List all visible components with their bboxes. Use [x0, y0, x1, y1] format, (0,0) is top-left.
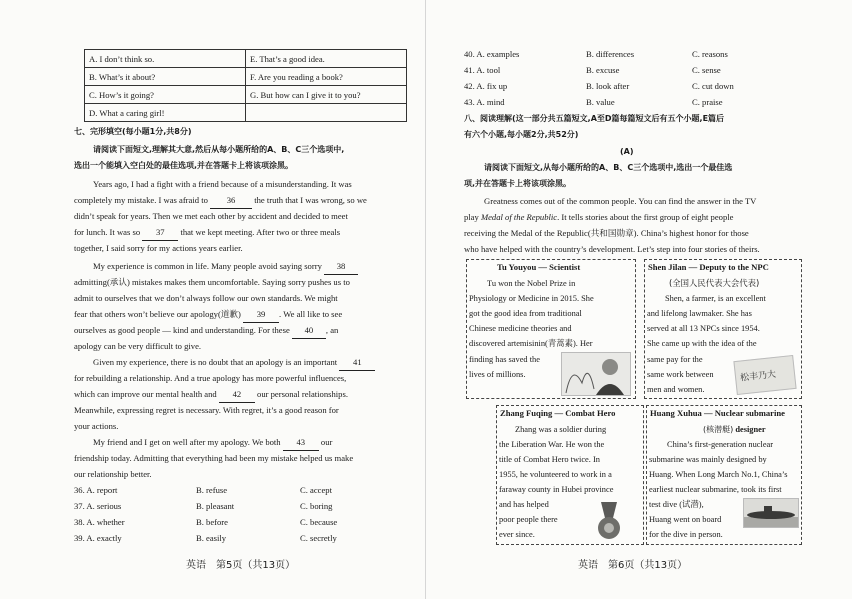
- p1-line2: completely my mistake. I was afraid to 36 the truth that I was wrong, so we: [74, 192, 367, 209]
- choice-41-c: C. sense: [692, 65, 721, 75]
- option-d: D. What a caring girl!: [85, 104, 246, 122]
- p2-line6: apology can be very difficult to give.: [74, 341, 202, 351]
- card-line: title of Combat Hero twice. In: [499, 455, 600, 464]
- blank-43: 43: [283, 434, 319, 451]
- card-line: finding has saved the: [469, 355, 540, 364]
- passage-a-instructions-2: 项,并在答题卡上将该项涂黑。: [464, 179, 572, 188]
- card-line: same work between: [647, 370, 714, 379]
- p2-line4: fear that others won’t believe our apology(道歉) 39 . We all like to see: [74, 306, 342, 323]
- choice-37-a: 37. A. serious: [74, 501, 122, 511]
- choice-40-c: C. reasons: [692, 49, 728, 59]
- p1-line4: for lunch. It was so 37 that we kept meeting. After two or three meals: [74, 224, 340, 241]
- tv-play-title: Medal of the Republic: [480, 212, 558, 222]
- option-c: C. How’s it going?: [85, 86, 246, 104]
- portrait-photo: [561, 352, 631, 396]
- choice-36-c: C. accept: [300, 485, 332, 495]
- card-line: Shen, a farmer, is an excellent: [665, 294, 766, 303]
- card-line: discovered artemisinin(青蒿素). Her: [469, 339, 593, 348]
- card-line: She came up with the idea of the: [647, 339, 757, 348]
- section7-title: 七、完形填空(每小题1分,共8分): [74, 127, 192, 136]
- card-line: China’s first-generation nuclear: [667, 440, 774, 449]
- choice-36-a: 36. A. report: [74, 485, 118, 495]
- choice-42-b: B. look after: [586, 81, 630, 91]
- passage-a-label: (A): [620, 147, 634, 156]
- p1-line3: didn’t speak for years. Then we met each other by accident and decided to meet: [74, 211, 348, 221]
- choice-42-c: C. cut down: [692, 81, 734, 91]
- right-page-6: [426, 0, 852, 599]
- calligraphy-text: 松丰乃大: [739, 369, 777, 384]
- card-title: Tu Youyou — Scientist: [497, 262, 581, 272]
- card-subtitle: (全国人民代表大会代表): [669, 278, 760, 288]
- card-line: poor people there: [499, 515, 558, 524]
- card-line: test dive (试潜),: [649, 500, 704, 509]
- card-line: faraway county in Hubei province: [499, 485, 614, 494]
- p1-line5: together, I said sorry for my actions years earlier.: [74, 243, 243, 253]
- option-a: A. I don’t think so.: [85, 50, 246, 68]
- options-table: [84, 49, 407, 122]
- section7-instructions-1: 请阅读下面短文,理解其大意,然后从每小题所给的A、B、C三个选项中,: [93, 145, 345, 154]
- card-line: submarine was mainly designed by: [649, 455, 767, 464]
- card-line: 1955, he volunteered to work in a: [499, 470, 612, 479]
- card-line: earliest nuclear submarine, took its first: [649, 485, 782, 494]
- option-f: F. Are you reading a book?: [246, 68, 407, 86]
- card-line: Huang. When Long March No.1, China’s: [649, 470, 788, 479]
- portrait-illustration: [562, 353, 630, 395]
- card-zhang-fuqing: [496, 405, 644, 545]
- choice-38-b: B. before: [196, 517, 228, 527]
- choice-37-c: C. boring: [300, 501, 333, 511]
- choice-43-a: 43. A. mind: [464, 97, 505, 107]
- card-line: and has helped: [499, 500, 549, 509]
- options-row: [85, 50, 407, 68]
- submarine-icon: [744, 499, 798, 527]
- card-line: got the good idea from traditional: [469, 309, 582, 318]
- p4-line2: friendship today. Admitting that everything had been my mistake helped us make: [74, 453, 354, 463]
- p2-line2: admitting(承认) mistakes makes them uncomfortable. Saying sorry pushes us to: [74, 277, 350, 287]
- card-line: Huang went on board: [649, 515, 722, 524]
- options-row: [85, 86, 407, 104]
- submarine-photo: [743, 498, 799, 528]
- intro-line3: receiving the Medal of the Republic(共和国勋章). China’s highest honor for those: [464, 228, 749, 238]
- card-line: Zhang was a soldier during: [515, 425, 607, 434]
- card-shen-jilan: [644, 259, 802, 399]
- choice-36-b: B. refuse: [196, 485, 228, 495]
- section8-title-2: 有六个小题,每小题2分,共52分): [464, 130, 579, 139]
- options-row: [85, 104, 407, 122]
- blank-40: 40: [292, 322, 326, 339]
- choice-39-a: 39. A. exactly: [74, 533, 122, 543]
- card-line: Tu won the Nobel Prize in: [487, 279, 576, 288]
- card-line: and lifelong lawmaker. She has: [647, 309, 752, 318]
- card-tu-youyou: [466, 259, 636, 399]
- intro-line4: who have helped with the country’s development. Let’s step into four stories of theirs.: [464, 244, 760, 254]
- card-line: for the dive in person.: [649, 530, 723, 539]
- choice-37-b: B. pleasant: [196, 501, 235, 511]
- card-line: Chinese medicine theories and: [469, 324, 572, 333]
- card-line: men and women.: [647, 385, 705, 394]
- p3-line2: for rebuilding a relationship. And a true apology has more powerful influences,: [74, 373, 347, 383]
- p4-line3: our relationship better.: [74, 469, 152, 479]
- section7-instructions-2: 选出一个能填入空白处的最佳选项,并在答题卡上将该项涂黑。: [74, 161, 294, 170]
- choice-40-a: 40. A. examples: [464, 49, 520, 59]
- p3-line1: Given my experience, there is no doubt that an apology is an important 41: [93, 354, 375, 371]
- option-e: E. That’s a good idea.: [246, 50, 407, 68]
- option-empty: [246, 104, 407, 122]
- card-line: served at all 13 NPCs since 1954.: [647, 324, 760, 333]
- p1-line1: Years ago, I had a fight with a friend because of a misunderstanding. It was: [93, 179, 352, 189]
- card-title-line2: (核潜艇) designer: [703, 425, 766, 434]
- card-line: ever since.: [499, 530, 535, 539]
- page-footer-5: 英语 第5页（共13页）: [186, 560, 296, 571]
- option-b: B. What’s it about?: [85, 68, 246, 86]
- p3-line3: which can improve our mental health and 42 our personal relationships.: [74, 386, 348, 403]
- section8-title-1: 八、阅读理解(这一部分共五篇短文,A至D篇每篇短文后有五个小题,E篇后: [464, 114, 725, 123]
- option-g: G. But how can I give it to you?: [246, 86, 407, 104]
- p3-line5: your actions.: [74, 421, 119, 431]
- choice-41-b: B. excuse: [586, 65, 620, 75]
- intro-line2: play Medal of the Republic. It tells stories about the first group of eight people: [464, 212, 734, 222]
- choice-42-a: 42. A. fix up: [464, 81, 508, 91]
- p3-line4: Meanwhile, expressing regret is necessary. With regret, it’s a good reason for: [74, 405, 339, 415]
- choice-39-c: C. secretly: [300, 533, 337, 543]
- p2-line5: ourselves as good people — kind and understanding. For these 40 , an: [74, 322, 338, 339]
- blank-39: 39: [243, 306, 279, 323]
- blank-42: 42: [219, 386, 255, 403]
- card-line: the Liberation War. He won the: [499, 440, 605, 449]
- blank-36: 36: [210, 192, 252, 209]
- card-title: Shen Jilan — Deputy to the NPC: [648, 262, 769, 272]
- options-row: [85, 68, 407, 86]
- p2-line1: My experience is common in life. Many people avoid saying sorry 38: [93, 258, 358, 275]
- calligraphy-photo: [733, 355, 796, 395]
- intro-line1: Greatness comes out of the common people. You can find the answer in the TV: [484, 196, 757, 206]
- choice-38-a: 38. A. whether: [74, 517, 125, 527]
- card-title: Huang Xuhua — Nuclear submarine: [650, 408, 785, 418]
- card-huang-xuhua: [646, 405, 802, 545]
- choice-39-b: B. easily: [196, 533, 227, 543]
- card-line: lives of millions.: [469, 370, 526, 379]
- blank-37: 37: [142, 224, 178, 241]
- choice-38-c: C. because: [300, 517, 338, 527]
- page-footer-6: 英语 第6页（共13页）: [578, 560, 688, 571]
- card-line: Physiology or Medicine in 2015. She: [469, 294, 594, 303]
- p2-line3: admit to ourselves that we don’t always follow our own standards. We might: [74, 293, 338, 303]
- choice-43-b: B. value: [586, 97, 615, 107]
- choice-41-a: 41. A. tool: [464, 65, 501, 75]
- passage-a-instructions-1: 请阅读下面短文,从每小题所给的A、B、C三个选项中,选出一个最佳选: [484, 163, 733, 172]
- p4-line1: My friend and I get on well after my apology. We both 43 our: [93, 434, 332, 451]
- medal-icon: [591, 500, 627, 544]
- choice-40-b: B. differences: [586, 49, 635, 59]
- card-title: Zhang Fuqing — Combat Hero: [500, 408, 616, 418]
- blank-41: 41: [339, 354, 375, 371]
- choice-43-c: C. praise: [692, 97, 723, 107]
- card-line: same pay for the: [647, 355, 703, 364]
- blank-38: 38: [324, 258, 358, 275]
